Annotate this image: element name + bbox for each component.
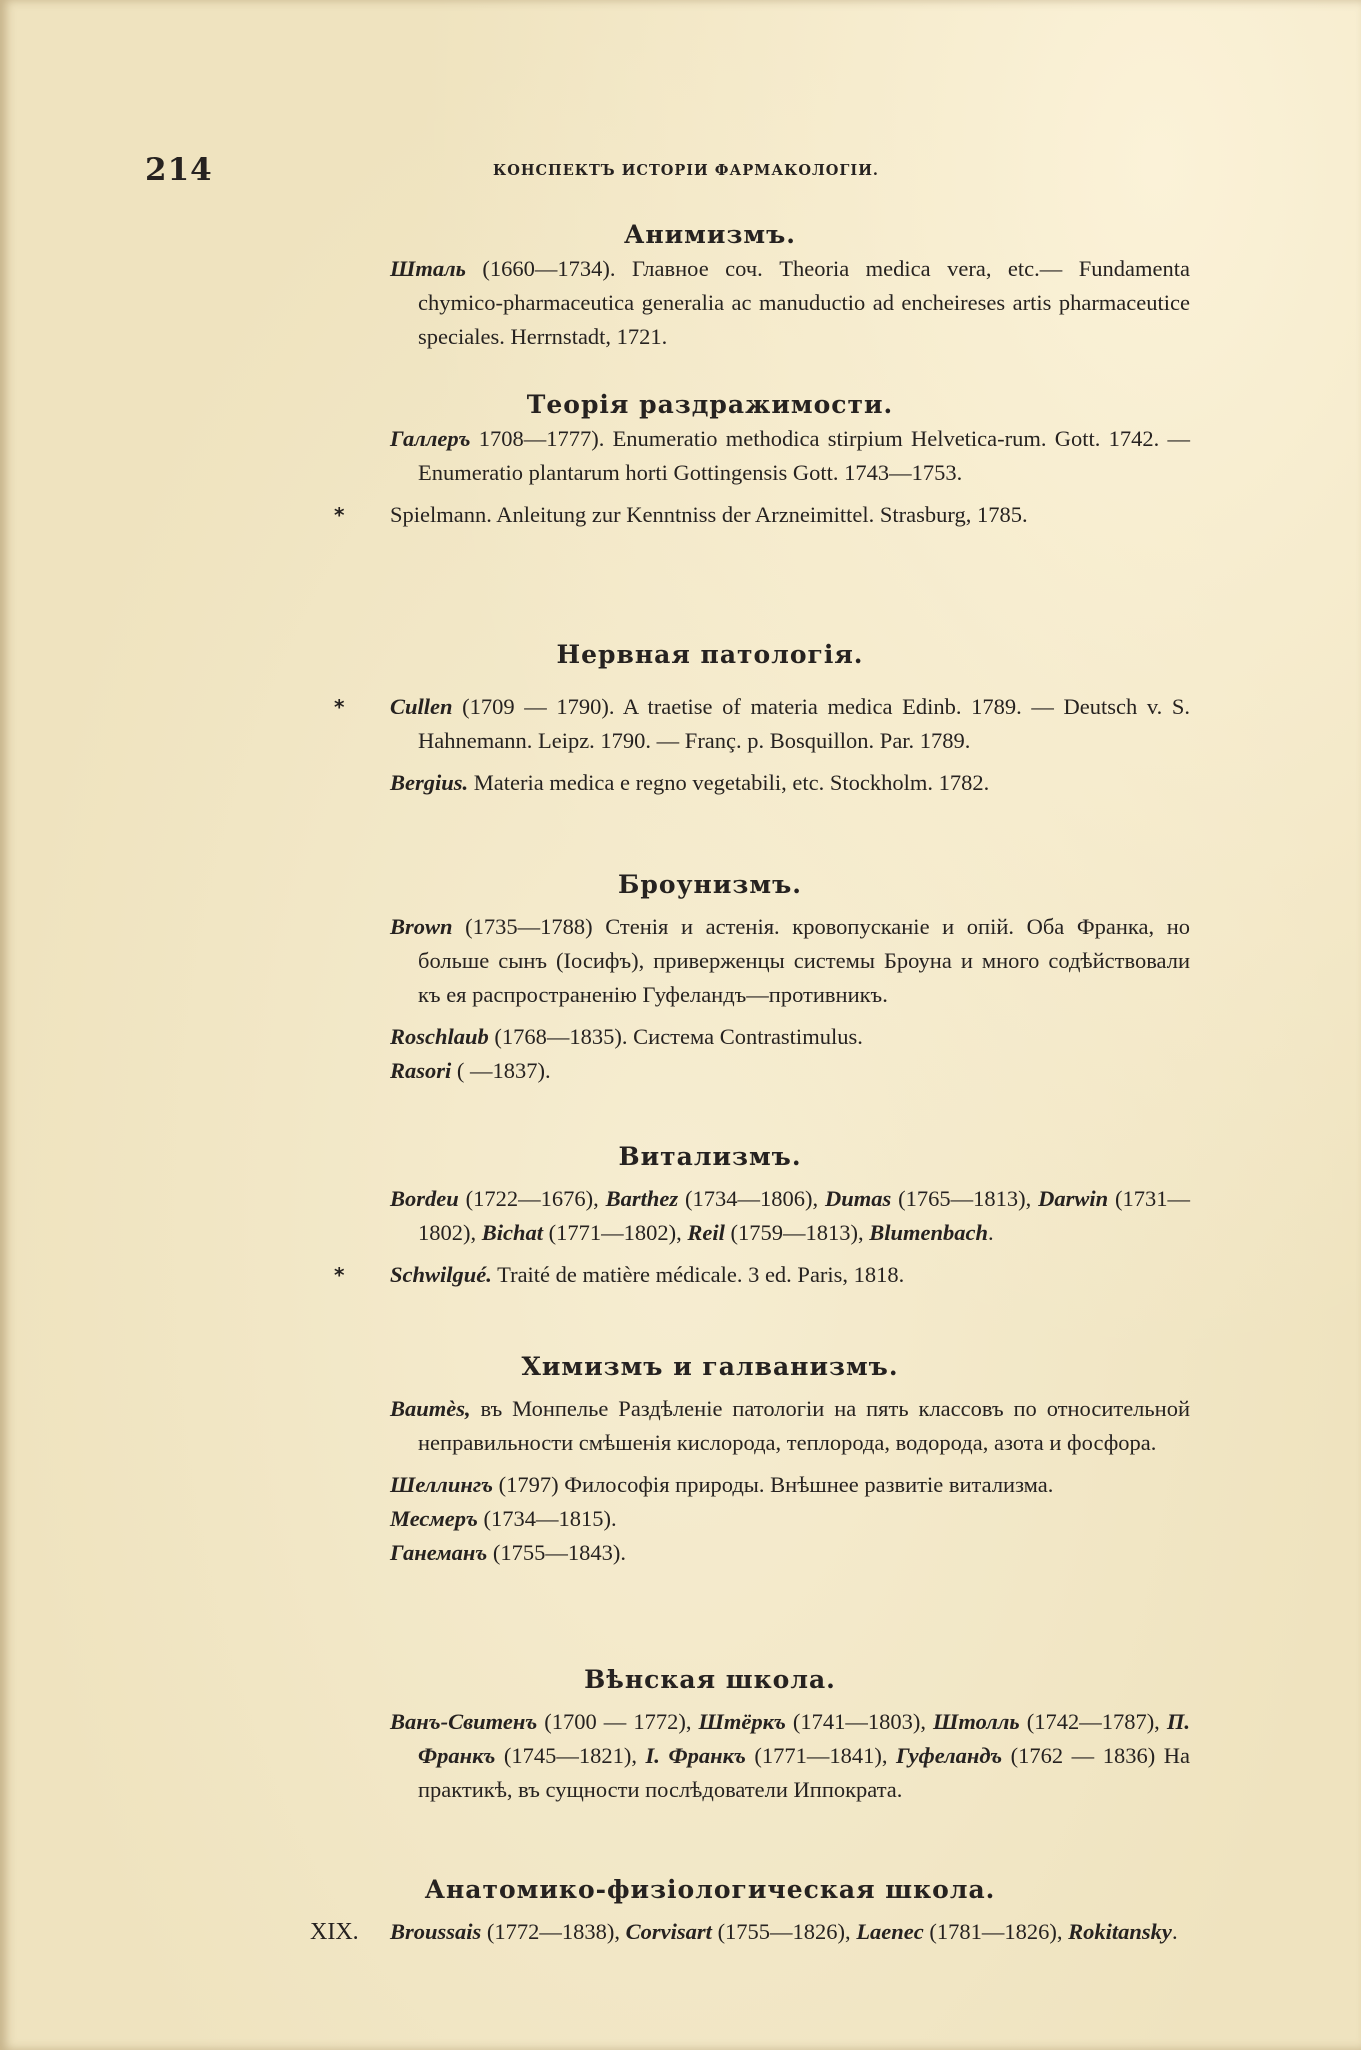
- bib-entry: [390, 1536, 1190, 1570]
- entry-text: [390, 1392, 1190, 1460]
- entry-detail: .: [988, 1220, 994, 1245]
- author-name: Шталь: [390, 256, 466, 281]
- asterisk-marker: *: [334, 503, 345, 527]
- entry-detail: (1700 — 1772),: [537, 1709, 699, 1734]
- entry-text: [390, 1468, 1190, 1502]
- bib-entry: [390, 1502, 1190, 1536]
- entry-detail: ( —1837).: [451, 1058, 551, 1083]
- entry-detail: (1781—1826),: [923, 1919, 1069, 1944]
- entry-detail: (1765—1813),: [891, 1186, 1039, 1211]
- entry-detail: въ Монпелье Раздѣленіе патологіи на пять классовъ по относительной неправильности смѣшенія кислорода, теплорода, водорода, азота и фосфора.: [418, 1396, 1190, 1455]
- entry-text: [390, 422, 1190, 490]
- entry-text: [390, 252, 1190, 354]
- century-marker: XIX.: [310, 1919, 359, 1945]
- section-title: Вѣнская школа.: [584, 1665, 836, 1694]
- entry-detail: (1772—1838),: [481, 1919, 626, 1944]
- entry-detail: (1771—1802),: [543, 1220, 688, 1245]
- bib-entry: [390, 422, 1190, 490]
- author-name: Blumenbach: [869, 1220, 989, 1245]
- section-title: Витализмъ.: [618, 1142, 802, 1171]
- bib-entry: [390, 1392, 1190, 1460]
- entry-detail: (1759—1813),: [724, 1220, 870, 1245]
- entry-text: [390, 1020, 1190, 1054]
- entry-detail: (1755—1826),: [711, 1919, 857, 1944]
- entry-detail: Spielmann. Anleitung zur Kenntniss der Arzneimittel. Strasburg, 1785.: [390, 502, 1028, 527]
- author-name: Гуфеландъ: [895, 1743, 1003, 1768]
- running-title: КОНСПЕКТЪ ИСТОРІИ ФАРМАКОЛОГІИ.: [493, 162, 879, 179]
- author-name: Штолль: [933, 1709, 1020, 1734]
- bib-entry: [390, 910, 1190, 1012]
- entry-text: [390, 1502, 1190, 1536]
- section-title: Нервная патологія.: [556, 640, 864, 669]
- asterisk-marker: *: [334, 1263, 345, 1287]
- bib-entry: [390, 766, 1190, 800]
- page-number: 214: [145, 152, 213, 188]
- section-vienna-school: [145, 1663, 1235, 1807]
- bib-entry: [390, 1468, 1190, 1502]
- author-name: Reil: [687, 1220, 725, 1245]
- author-name: Barthez: [605, 1186, 679, 1211]
- bib-entry: [390, 252, 1190, 354]
- section-chemism: [145, 1350, 1235, 1570]
- section-vitalism: [145, 1140, 1235, 1292]
- author-name: Rasori: [390, 1058, 452, 1083]
- entry-text: [390, 1705, 1190, 1807]
- author-name: Bordeu: [390, 1186, 459, 1211]
- running-header: [145, 152, 1225, 192]
- section-brownism: [145, 868, 1235, 1088]
- entry-text: [390, 766, 1190, 800]
- entry-text: [390, 1258, 1190, 1292]
- author-name: П. Франкъ: [418, 1709, 1190, 1768]
- entry-detail: Traité de matière médicale. 3 ed. Paris, 1818.: [491, 1262, 905, 1287]
- section-nervous-pathology: [145, 638, 1235, 800]
- asterisk-marker: *: [334, 695, 345, 719]
- entry-detail: (1745—1821),: [495, 1743, 646, 1768]
- author-name: Baumès,: [390, 1396, 471, 1421]
- entry-text: [390, 910, 1190, 1012]
- author-name: Bergius.: [390, 770, 469, 795]
- entry-detail: (1762 — 1836) На практикѣ, въ сущности послѣдователи Иппократа.: [418, 1743, 1190, 1802]
- author-name: Месмеръ: [390, 1506, 478, 1531]
- author-name: Corvisart: [625, 1919, 712, 1944]
- author-name: Галлеръ: [390, 426, 471, 451]
- entry-text: [390, 1915, 1190, 1949]
- entry-text: [390, 1182, 1190, 1250]
- entry-detail: (1771—1841),: [745, 1743, 896, 1768]
- author-name: Broussais: [390, 1919, 482, 1944]
- entry-text: [390, 690, 1190, 758]
- section-title: Анатомико-физіологическая школа.: [424, 1875, 996, 1904]
- section-irritability: [145, 388, 1235, 532]
- bib-entry: [390, 1020, 1190, 1054]
- author-name: Laenec: [856, 1919, 924, 1944]
- bib-entry: [334, 690, 1190, 758]
- bib-entry: [390, 1182, 1190, 1250]
- author-name: Darwin: [1038, 1186, 1109, 1211]
- bib-entry: [334, 498, 1190, 532]
- author-name: Ванъ-Свитенъ: [390, 1709, 538, 1734]
- section-anatomo-physiological-school: [145, 1873, 1235, 1949]
- entry-detail: (1797) Философія природы. Внѣшнее развитіе витализма.: [493, 1472, 1054, 1497]
- entry-text: [390, 1054, 1190, 1088]
- entry-detail: (1734—1806),: [678, 1186, 825, 1211]
- entry-detail: (1722—1676),: [458, 1186, 606, 1211]
- entry-detail: (1741—1803),: [785, 1709, 934, 1734]
- bib-entry: [390, 1054, 1190, 1088]
- author-name: Brown: [390, 914, 453, 939]
- author-name: Шеллингъ: [390, 1472, 494, 1497]
- entry-detail: (1734—1815).: [477, 1506, 617, 1531]
- entry-detail: (1755—1843).: [487, 1540, 626, 1565]
- section-animism: [145, 218, 1235, 354]
- section-title: Химизмъ и галванизмъ.: [521, 1352, 899, 1381]
- author-name: Bichat: [481, 1220, 544, 1245]
- entry-detail: (1709 — 1790). A traetise of materia medica Edinb. 1789. — Deutsch v. S. Hahnemann. Leipz. 1790. — Franç. p. Bosquillon. Par. 1789.: [418, 694, 1190, 753]
- entry-detail: (1735—1788) Стенія и астенія. кровопусканіе и опій. Оба Франка, но больше сынъ (Іосифъ), приверженцы системы Броуна и много содѣйствовали къ ея распространенію Гуфеландъ—противникъ.: [418, 914, 1190, 1007]
- bib-entry: [310, 1915, 1190, 1949]
- author-name: Ганеманъ: [390, 1540, 488, 1565]
- entry-detail: Materia medica e regno vegetabili, etc. Stockholm. 1782.: [468, 770, 990, 795]
- entry-detail: (1731—1802),: [418, 1186, 1190, 1245]
- entry-detail: (1660—1734). Главное соч. Theoria medica vera, etc.— Fundamenta chymico-pharmaceutica generalia ac manuductio ad encheireses artis pharmaceutice speciales. Herrnstadt, 1721.: [418, 256, 1190, 349]
- author-name: Roschlaub: [390, 1024, 489, 1049]
- section-title: Анимизмъ.: [623, 220, 796, 249]
- author-name: Rokitansky: [1068, 1919, 1172, 1944]
- entry-text: [390, 1536, 1190, 1570]
- author-name: І. Франкъ: [645, 1743, 746, 1768]
- author-name: Cullen: [390, 694, 453, 719]
- author-name: Schwilgué.: [390, 1262, 492, 1287]
- author-name: Штёркъ: [698, 1709, 786, 1734]
- bib-entry: [390, 1705, 1190, 1807]
- bib-entry: [334, 1258, 1190, 1292]
- entry-detail: (1768—1835). Система Contrastimulus.: [488, 1024, 863, 1049]
- entry-detail: (1742—1787),: [1019, 1709, 1167, 1734]
- author-name: Dumas: [824, 1186, 892, 1211]
- section-title: Теорія раздражимости.: [526, 390, 894, 419]
- entry-detail: .: [1171, 1919, 1178, 1944]
- entry-detail: 1708—1777). Enumeratio methodica stirpium Helvetica-rum. Gott. 1742. — Enumeratio plantarum horti Gottingensis Gott. 1743—1753.: [418, 426, 1190, 485]
- entry-text: [390, 498, 1190, 532]
- section-title: Броунизмъ.: [618, 870, 802, 899]
